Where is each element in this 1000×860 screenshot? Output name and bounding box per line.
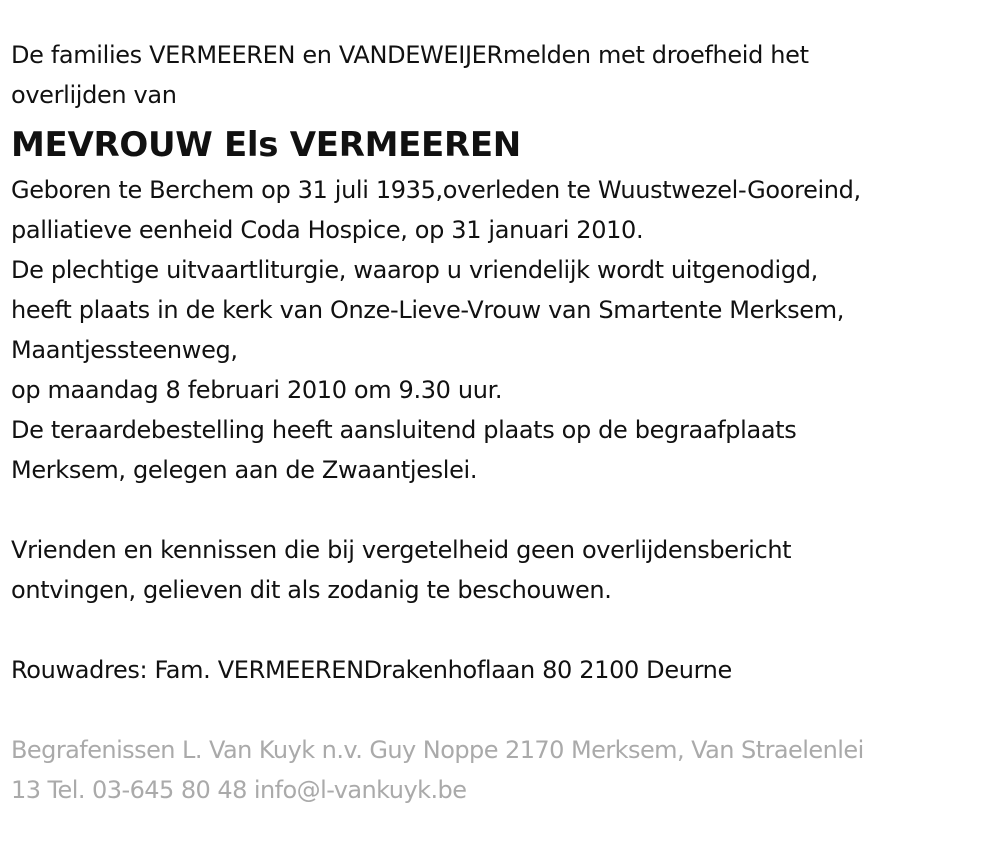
intro-line: overlijden van bbox=[11, 81, 177, 109]
detail-line: De teraardebestelling heeft aansluitend plaats op de begraafplaats bbox=[11, 416, 797, 444]
funeral-home-footer bbox=[11, 730, 991, 810]
detail-line: heeft plaats in de kerk van Onze-Lieve-Vrouw van Smartente Merksem, bbox=[11, 296, 845, 324]
detail-line: De plechtige uitvaartliturgie, waarop u vriendelijk wordt uitgenodigd, bbox=[11, 256, 818, 284]
footer-line: 13 Tel. 03-645 80 48 info@l-vankuyk.be bbox=[11, 776, 467, 804]
spacer bbox=[11, 690, 991, 730]
friends-note-line: ontvingen, gelieven dit als zodanig te beschouwen. bbox=[11, 576, 612, 604]
intro-line: De families VERMEEREN en VANDEWEIJERmelden met droefheid het bbox=[11, 41, 809, 69]
intro-text bbox=[11, 35, 991, 115]
friends-note bbox=[11, 530, 991, 610]
detail-line: Geboren te Berchem op 31 juli 1935,overleden te Wuustwezel-Gooreind, bbox=[11, 176, 861, 204]
spacer bbox=[11, 490, 991, 530]
deceased-name: MEVROUW Els VERMEEREN bbox=[11, 125, 521, 165]
mourning-address: Rouwadres: Fam. VERMEERENDrakenhoflaan 80 2100 Deurne bbox=[11, 656, 732, 684]
spacer bbox=[11, 610, 991, 650]
friends-note-line: Vrienden en kennissen die bij vergetelheid geen overlijdensbericht bbox=[11, 536, 792, 564]
death-notice bbox=[11, 35, 991, 810]
funeral-details bbox=[11, 170, 991, 490]
detail-line: palliatieve eenheid Coda Hospice, op 31 januari 2010. bbox=[11, 216, 644, 244]
detail-line: Merksem, gelegen aan de Zwaantjeslei. bbox=[11, 456, 478, 484]
detail-line: Maantjessteenweg, bbox=[11, 336, 238, 364]
footer-line: Begrafenissen L. Van Kuyk n.v. Guy Noppe 2170 Merksem, Van Straelenlei bbox=[11, 736, 864, 764]
detail-line: op maandag 8 februari 2010 om 9.30 uur. bbox=[11, 376, 503, 404]
